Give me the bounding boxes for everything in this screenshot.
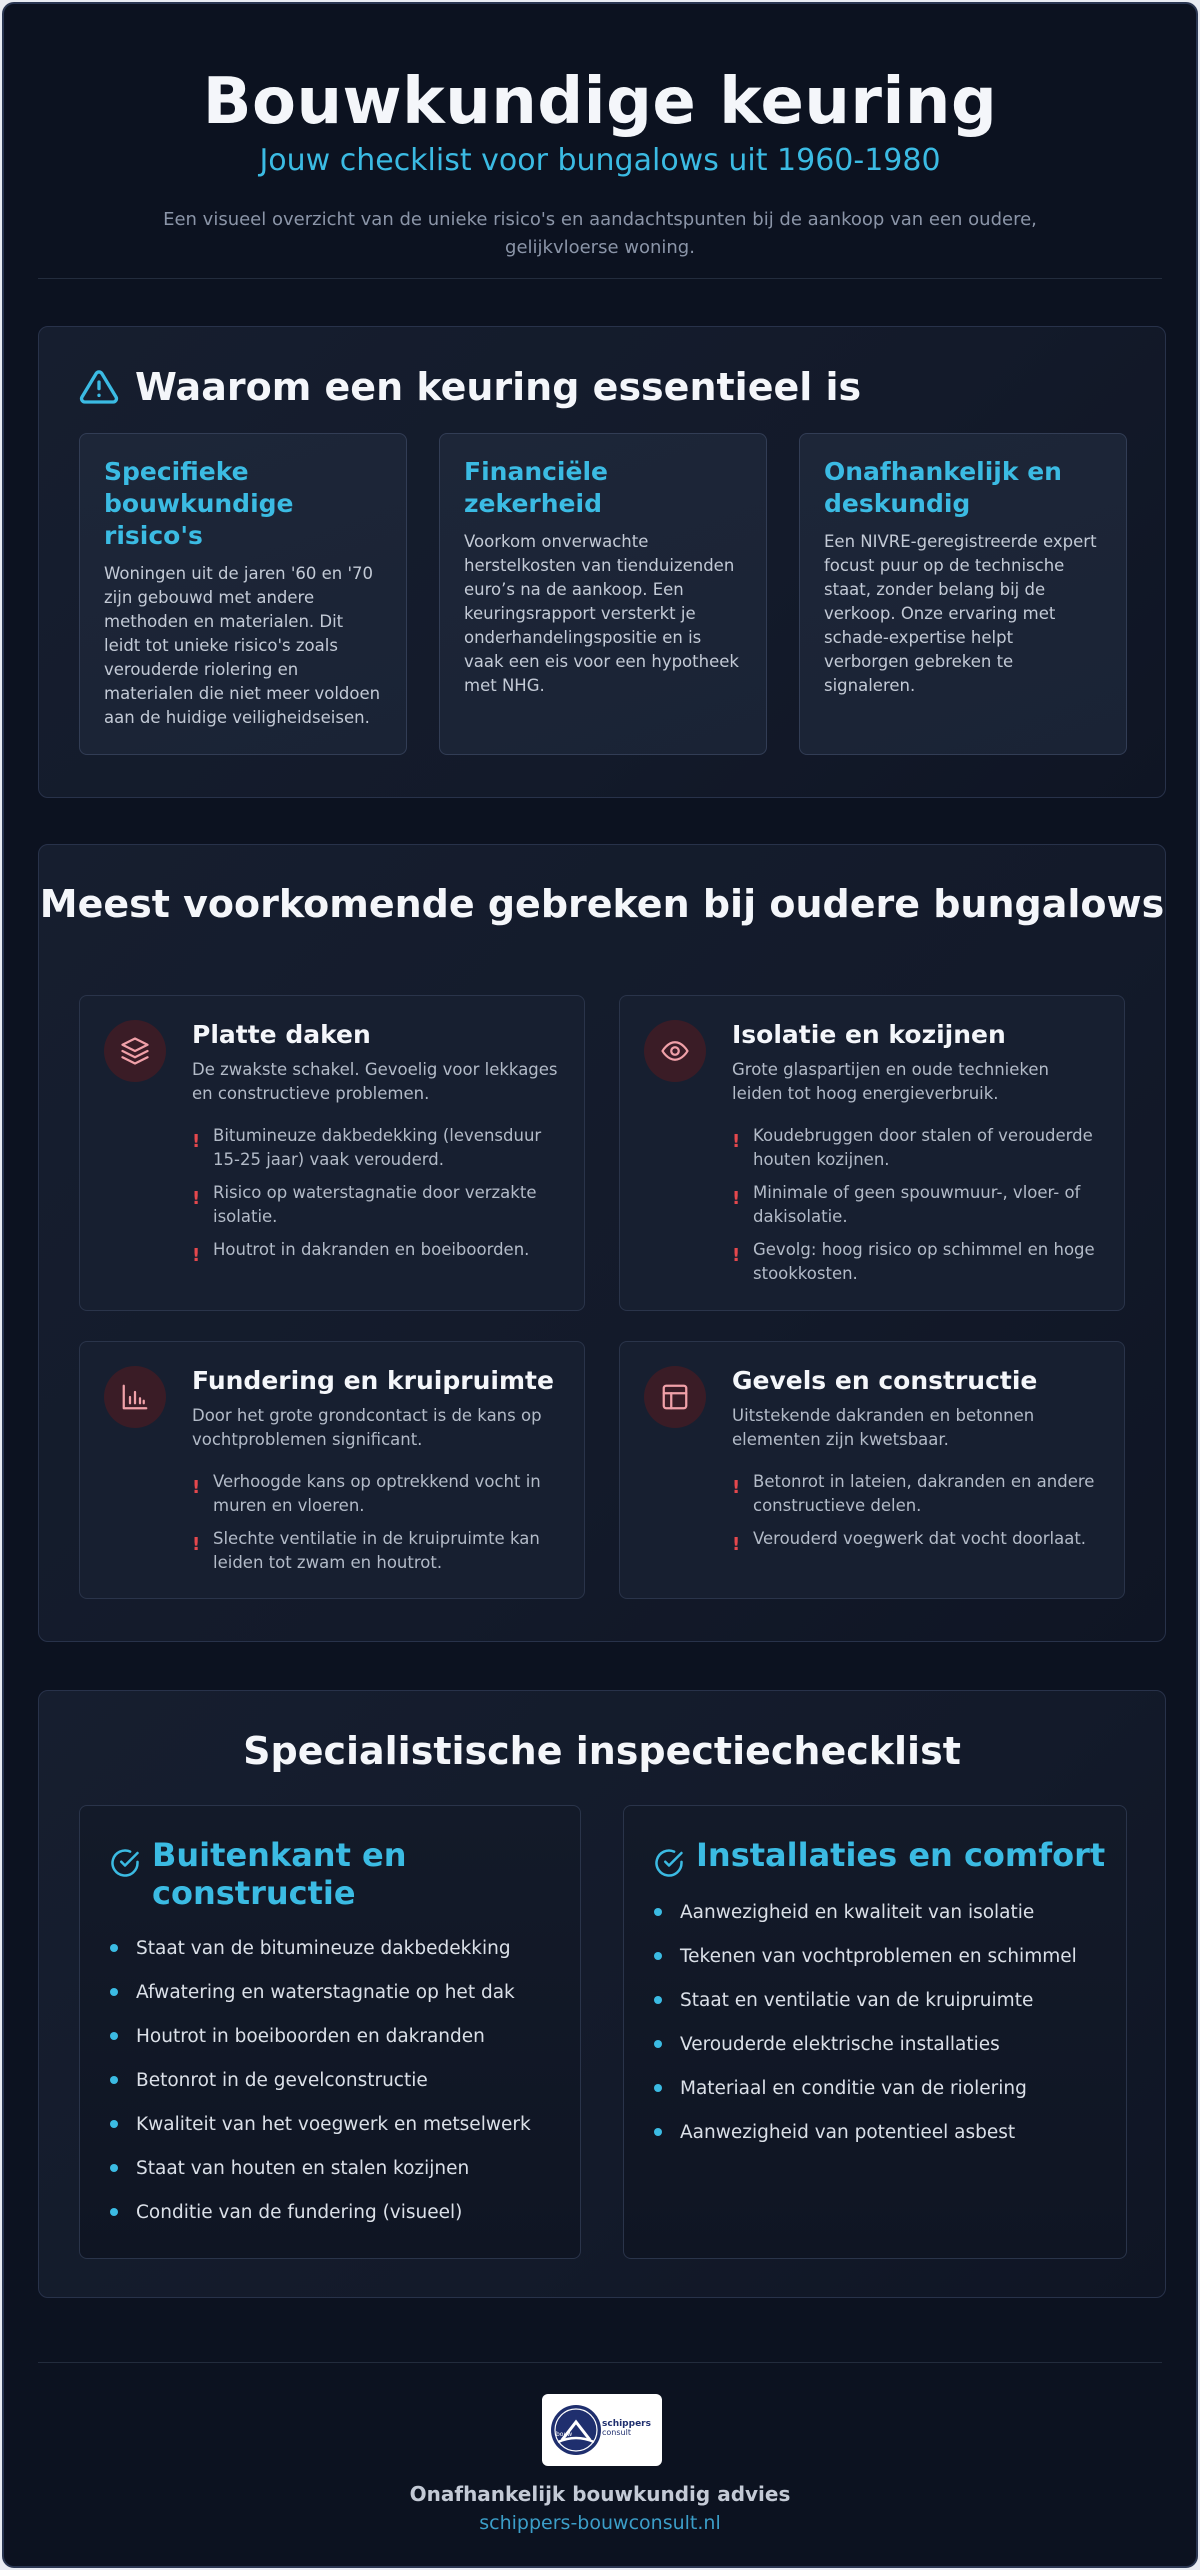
bullet-dot bbox=[654, 2040, 662, 2048]
defect-badge bbox=[104, 1020, 166, 1082]
page-subtitle: Jouw checklist voor bungalows uit 1960-1980 bbox=[259, 143, 941, 178]
svg-text:consult: consult bbox=[602, 2428, 631, 2437]
footer-divider bbox=[38, 2362, 1162, 2363]
defect-point: ! Verhoogde kans op optrekkend vocht in muren en vloeren. bbox=[192, 1470, 558, 1518]
defect-title: Fundering en kruipruimte bbox=[192, 1366, 554, 1395]
warning-triangle-icon bbox=[79, 367, 119, 407]
defect-point: ! Bitumineuze dakbedekking (levensduur 15-25 jaar) vaak verouderd. bbox=[192, 1124, 558, 1172]
logo-mark-icon bbox=[542, 2394, 662, 2466]
alert-icon: ! bbox=[192, 1477, 201, 1498]
defect-title: Isolatie en kozijnen bbox=[732, 1020, 1006, 1049]
bullet-dot bbox=[110, 2208, 118, 2216]
checklist-items bbox=[654, 1890, 1077, 2154]
bullet-dot bbox=[654, 2128, 662, 2136]
alert-icon: ! bbox=[732, 1245, 741, 1266]
svg-text:schippers: schippers bbox=[602, 2419, 651, 2429]
defect-point: ! Betonrot in lateien, dakranden en andere constructieve delen. bbox=[732, 1470, 1098, 1518]
checklist-item: Staat van de bitumineuze dakbedekking bbox=[110, 1926, 531, 1970]
alert-icon: ! bbox=[192, 1131, 201, 1152]
defects-section bbox=[38, 844, 1166, 1642]
why-card-financial bbox=[439, 433, 767, 755]
defect-description: Door het grote grondcontact is de kans op vochtproblemen significant. bbox=[192, 1406, 542, 1449]
why-card-text: Een NIVRE-geregistreerde expert focust puur op de technische staat, zonder belang bij de verkoop. Onze ervaring met schade-expertise helpt verborgen gebreken te signaleren. bbox=[824, 532, 1097, 695]
defect-point: ! Houtrot in dakranden en boeiboorden. bbox=[192, 1240, 530, 1266]
checklist-item: Kwaliteit van het voegwerk en metselwerk bbox=[110, 2102, 531, 2146]
bullet-dot bbox=[654, 1908, 662, 1916]
why-card-text: Woningen uit de jaren '60 en '70 zijn gebouwd met andere methoden en materialen. Dit leidt tot unieke risico's zoals verouderde riolering en materialen die niet meer voldoen aan de huidige veiligheidseisen. bbox=[104, 564, 381, 727]
defect-title: Gevels en constructie bbox=[732, 1366, 1038, 1395]
why-card-title: Financiële zekerheid bbox=[464, 457, 608, 518]
bar-chart-icon bbox=[120, 1382, 150, 1412]
checklist-section bbox=[38, 1690, 1166, 2298]
bullet-dot bbox=[654, 1996, 662, 2004]
defect-card-foundation bbox=[79, 1341, 585, 1599]
checklist-item: Afwatering en waterstagnatie op het dak bbox=[110, 1970, 531, 2014]
bullet-dot bbox=[110, 2120, 118, 2128]
alert-icon: ! bbox=[732, 1477, 741, 1498]
bullet-dot bbox=[110, 2164, 118, 2172]
why-heading bbox=[79, 365, 861, 409]
checklist-heading bbox=[110, 1836, 580, 1912]
layers-icon bbox=[120, 1036, 150, 1066]
why-card-title: Onafhankelijk en deskundig bbox=[824, 457, 1062, 518]
defect-description: Grote glaspartijen en oude technieken leiden tot hoog energieverbruik. bbox=[732, 1060, 1049, 1103]
why-card-risks bbox=[79, 433, 407, 755]
footer-title: Onafhankelijk bouwkundig advies bbox=[409, 2482, 791, 2506]
checklist-item: Tekenen van vochtproblemen en schimmel bbox=[654, 1934, 1077, 1978]
defect-description: Uitstekende dakranden en betonnen elementen zijn kwetsbaar. bbox=[732, 1406, 1035, 1449]
alert-icon: ! bbox=[192, 1245, 201, 1266]
checklist-card-exterior bbox=[79, 1805, 581, 2259]
svg-text:bouw: bouw bbox=[556, 2431, 573, 2438]
eye-icon bbox=[660, 1036, 690, 1066]
bullet-dot bbox=[110, 2076, 118, 2084]
bullet-dot bbox=[110, 1944, 118, 1952]
alert-icon: ! bbox=[192, 1188, 201, 1209]
why-section bbox=[38, 326, 1166, 798]
why-title: Waarom een keuring essentieel is bbox=[135, 365, 862, 409]
alert-icon: ! bbox=[732, 1131, 741, 1152]
checklist-column-title: Buitenkant en constructie bbox=[152, 1836, 407, 1912]
defect-badge bbox=[644, 1020, 706, 1082]
defect-point: ! Gevolg: hoog risico op schimmel en hoge stookkosten. bbox=[732, 1238, 1098, 1286]
checklist-title: Specialistische inspectiechecklist bbox=[243, 1729, 961, 1773]
why-card-text: Voorkom onverwachte herstelkosten van tienduizenden euro’s na de aankoop. Een keuringsrapport versterkt je onderhandelingspositie en is vaak een eis voor een hypotheek met NHG. bbox=[464, 532, 739, 695]
checklist-item: Materiaal en conditie van de riolering bbox=[654, 2066, 1077, 2110]
checklist-heading bbox=[654, 1836, 1105, 1878]
checklist-item: Staat van houten en stalen kozijnen bbox=[110, 2146, 531, 2190]
checklist-item: Staat en ventilatie van de kruipruimte bbox=[654, 1978, 1077, 2022]
defect-title: Platte daken bbox=[192, 1020, 371, 1049]
checklist-item: Conditie van de fundering (visueel) bbox=[110, 2190, 531, 2234]
defect-point: ! Slechte ventilatie in de kruipruimte kan leiden tot zwam en houtrot. bbox=[192, 1527, 558, 1575]
defect-point: ! Risico op waterstagnatie door verzakte isolatie. bbox=[192, 1181, 558, 1229]
defect-description: De zwakste schakel. Gevoelig voor lekkages en constructieve problemen. bbox=[192, 1060, 558, 1103]
alert-icon: ! bbox=[732, 1188, 741, 1209]
why-card-title: Specifieke bouwkundige risico's bbox=[104, 457, 294, 550]
checklist-item: Aanwezigheid en kwaliteit van isolatie bbox=[654, 1890, 1077, 1934]
defect-points bbox=[192, 1124, 558, 1268]
checklist-item: Aanwezigheid van potentieel asbest bbox=[654, 2110, 1077, 2154]
checklist-items bbox=[110, 1926, 531, 2234]
check-circle-icon bbox=[110, 1848, 140, 1878]
footer-website-link[interactable]: schippers-bouwconsult.nl bbox=[479, 2512, 721, 2534]
company-logo[interactable] bbox=[542, 2394, 662, 2466]
defect-point: ! Koudebruggen door stalen of verouderde houten kozijnen. bbox=[732, 1124, 1098, 1172]
page-intro: Een visueel overzicht van de unieke risico's en aandachtspunten bij de aankoop van een oudere, gelijkvloerse woning. bbox=[163, 209, 1037, 258]
bullet-dot bbox=[654, 2084, 662, 2092]
defect-card-roofs bbox=[79, 995, 585, 1311]
checklist-item: Houtrot in boeiboorden en dakranden bbox=[110, 2014, 531, 2058]
header-divider bbox=[38, 278, 1162, 279]
defect-point: ! Verouderd voegwerk dat vocht doorlaat. bbox=[732, 1529, 1087, 1555]
check-circle-icon bbox=[654, 1848, 684, 1878]
defect-badge bbox=[644, 1366, 706, 1428]
defect-badge bbox=[104, 1366, 166, 1428]
checklist-item: Betonrot in de gevelconstructie bbox=[110, 2058, 531, 2102]
page-title: Bouwkundige keuring bbox=[202, 65, 998, 139]
bullet-dot bbox=[110, 2032, 118, 2040]
why-card-independent bbox=[799, 433, 1127, 755]
defect-points bbox=[732, 1470, 1098, 1557]
alert-icon: ! bbox=[732, 1534, 741, 1555]
checklist-column-title: Installaties en comfort bbox=[696, 1836, 1106, 1874]
defect-point: ! Minimale of geen spouwmuur-, vloer- of dakisolatie. bbox=[732, 1181, 1098, 1229]
bullet-dot bbox=[110, 1988, 118, 1996]
checklist-card-installations bbox=[623, 1805, 1127, 2259]
alert-icon: ! bbox=[192, 1534, 201, 1555]
page-header bbox=[4, 4, 1196, 262]
defect-card-facades bbox=[619, 1341, 1125, 1599]
bullet-dot bbox=[654, 1952, 662, 1960]
defect-card-insulation bbox=[619, 995, 1125, 1311]
defect-points bbox=[192, 1470, 558, 1575]
defect-points bbox=[732, 1124, 1098, 1286]
page bbox=[2, 2, 1198, 2568]
defects-title: Meest voorkomende gebreken bij oudere bungalows bbox=[39, 882, 1165, 926]
layout-icon bbox=[660, 1382, 690, 1412]
checklist-item: Verouderde elektrische installaties bbox=[654, 2022, 1077, 2066]
